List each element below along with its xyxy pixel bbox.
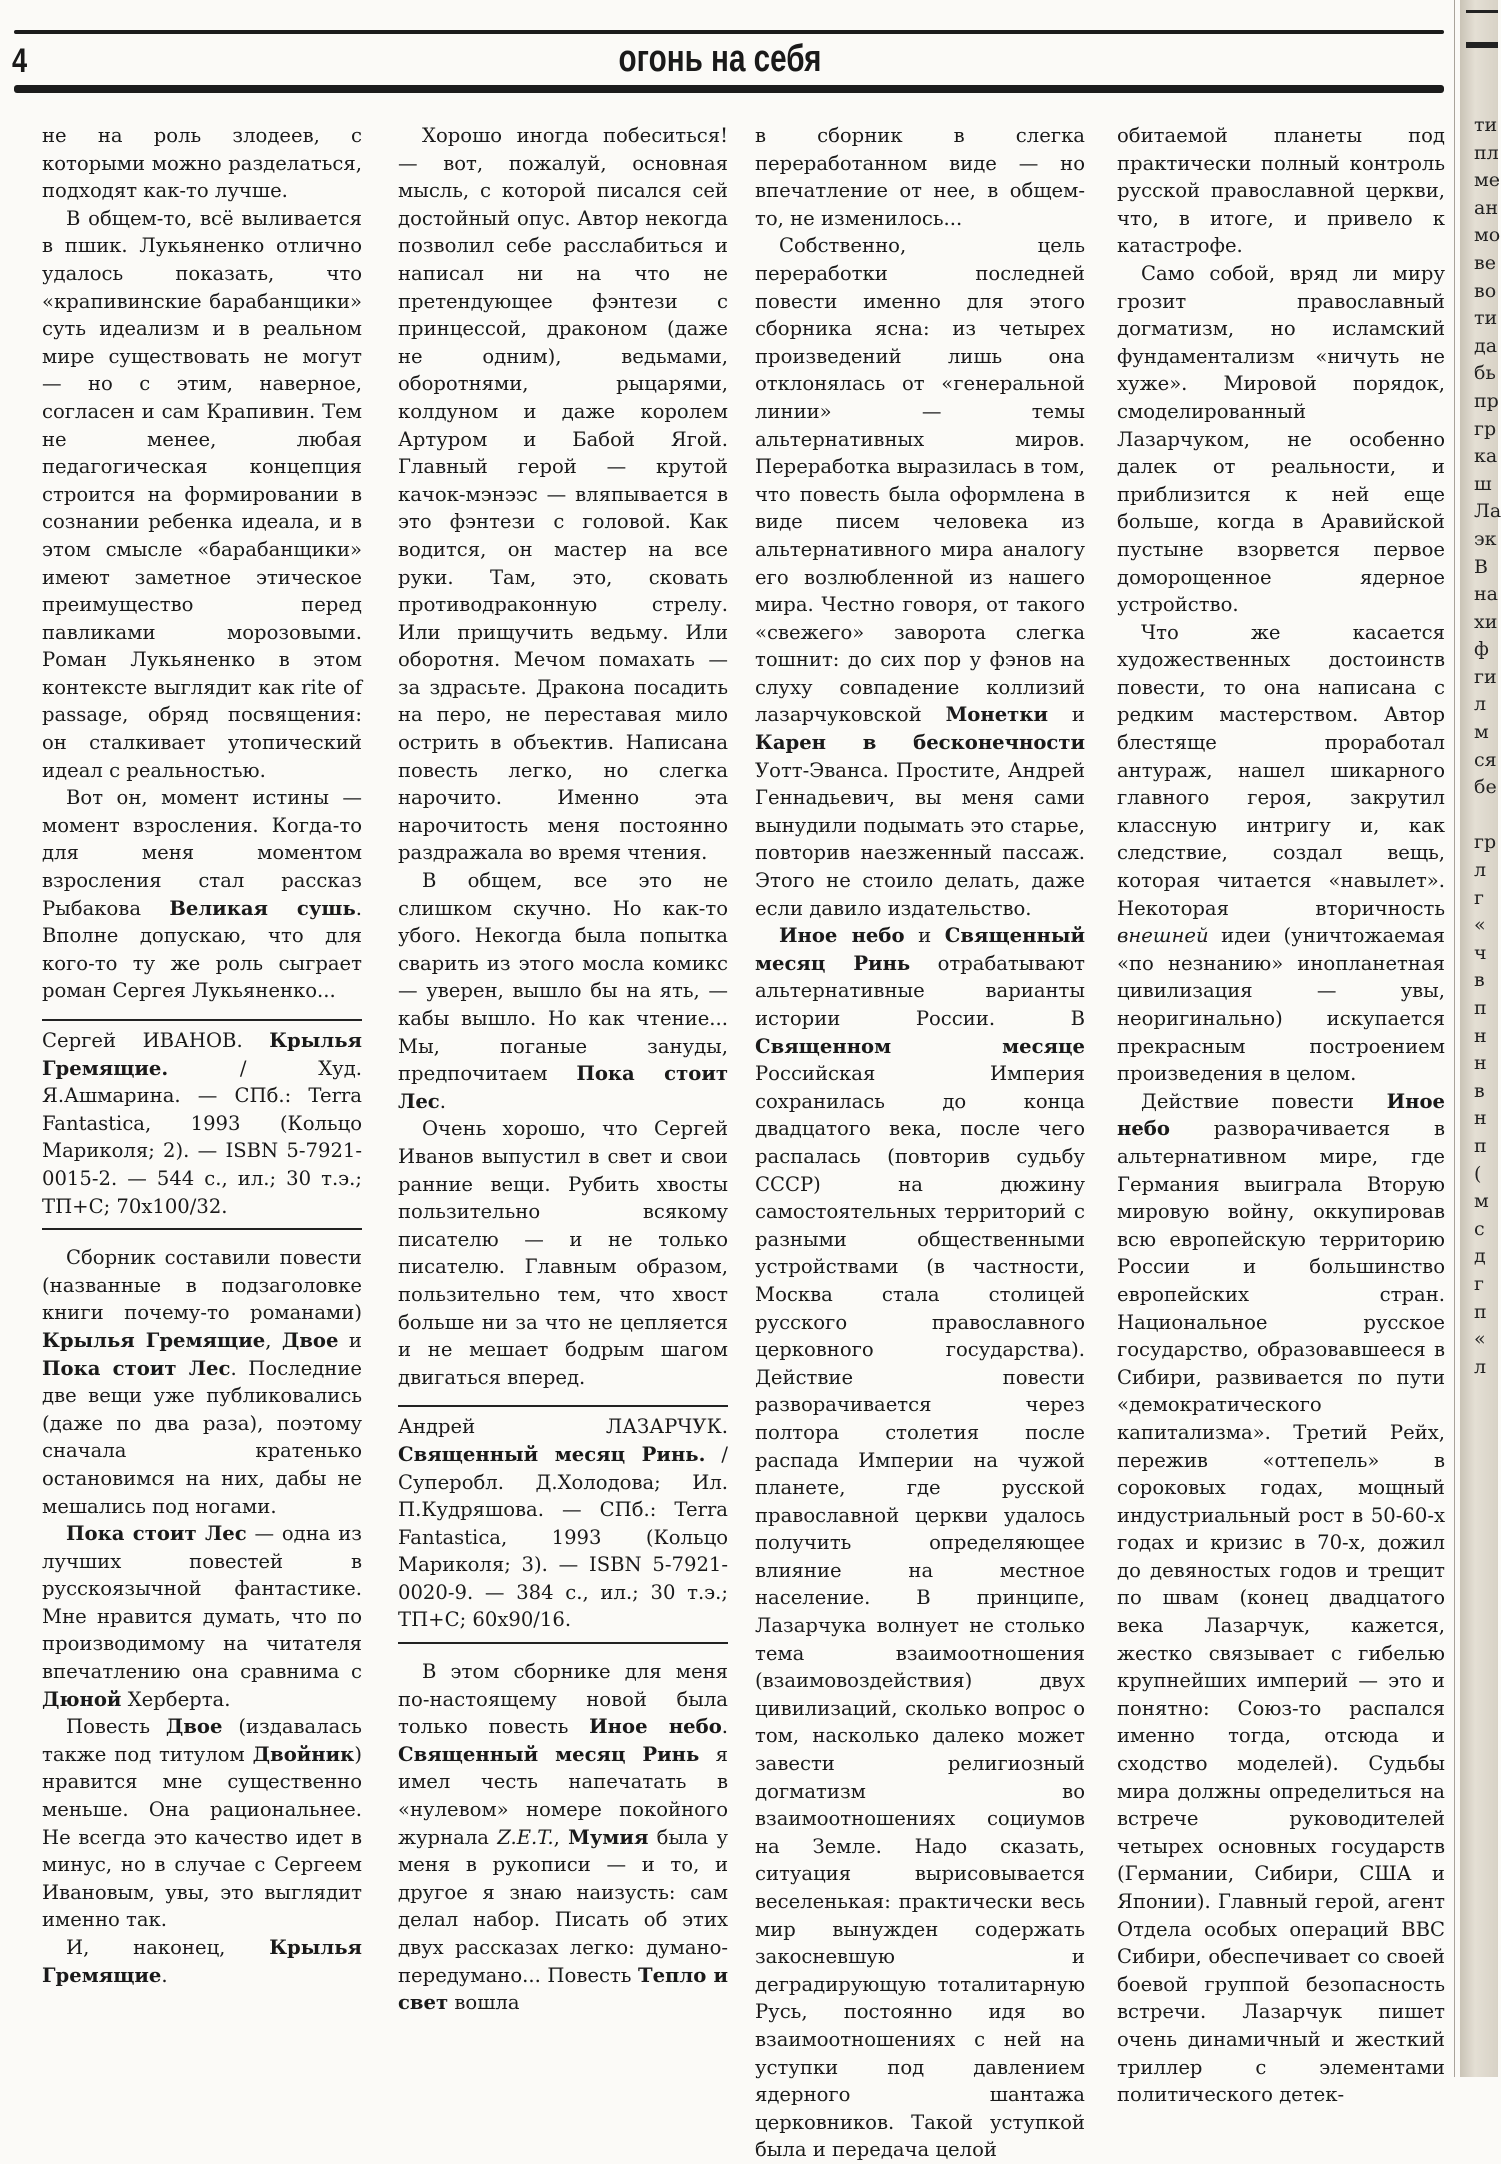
header-rule-top bbox=[14, 30, 1444, 34]
paragraph bbox=[398, 1658, 728, 2017]
paragraph bbox=[42, 1520, 362, 1713]
page-number: 4 bbox=[12, 42, 27, 80]
text: Повесть bbox=[66, 1715, 166, 1739]
book-title: Иное небо bbox=[589, 1715, 722, 1739]
text: была у меня в рукописи — и то, и другое я знаю наизусть: сам делал набор. Писать об этих двух рассказах легко: думано-передумано... Повесть bbox=[398, 1825, 728, 1987]
book-title: Крылья Гремящие. bbox=[42, 1029, 362, 1080]
book-title: Двое bbox=[281, 1328, 339, 1352]
bibliographic-entry bbox=[42, 1019, 362, 1230]
paragraph bbox=[42, 1244, 362, 1520]
text: (издавалась также под титулом bbox=[42, 1715, 362, 1766]
text: Вот он, момент истины — момент взросления. Когда-то для меня моментом взросления стал рассказ Рыбакова bbox=[42, 786, 362, 920]
paragraph bbox=[42, 1713, 362, 1934]
journal-title: Z.E.T. bbox=[497, 1825, 554, 1849]
column-2 bbox=[398, 122, 728, 2017]
paragraph: Само собой, вряд ли миру грозит православный догматизм, но исламский фундаментализм «ничуть не хуже». Мировой порядок, смоделированный Лазарчуком, не особенно далек от реальности, и приблизится к ней еще больше, когда в Аравийской пустыне взорвется первое доморощенное ядерное устройство. bbox=[1117, 261, 1445, 617]
text: идеи (уничтожаемая «по незнанию» инопланетная цивилизация — увы, неоригинально) искупается прекрасным построением произведения в целом. bbox=[1117, 924, 1445, 1086]
text: Сборник составили повести (названные в подзаголовке книги почему-то романами) bbox=[42, 1246, 362, 1325]
book-title: Тепло и свет bbox=[398, 1963, 728, 2015]
book-title: Священном месяце bbox=[755, 1034, 1085, 1058]
text: и bbox=[1048, 703, 1085, 727]
text: Действие повести bbox=[1141, 1089, 1387, 1113]
next-page-rule-bottom bbox=[1466, 42, 1498, 48]
text: , bbox=[265, 1328, 282, 1352]
section-title: огонь на себя bbox=[618, 38, 822, 80]
header-rule-bottom bbox=[14, 85, 1444, 93]
text: . Вполне допускаю, что для кого-то ту же роль сыграет роман Сергея Лукьяненко... bbox=[42, 896, 362, 1003]
text: и bbox=[904, 924, 945, 948]
text: ) нравится мне существенно меньше. Она рациональнее. Не всегда это качество идет в минус, но в случае с Сергеем Ивановым, увы, это выглядит именно так. bbox=[42, 1742, 362, 1932]
column-3 bbox=[755, 122, 1085, 2164]
text: я имел честь напечатать в «нулевом» номере покойного журнала bbox=[398, 1742, 728, 1849]
book-details: / Худ. Я.Ашмарина. — СПб.: Terra Fantastica, 1993 (Кольцо Мариколя; 2). — ISBN 5-7921-0015-2. — 544 с., ил.; 30 т.э.; ТП+С; 70x100/32. bbox=[42, 1056, 362, 1218]
next-page-rule-top bbox=[1466, 10, 1498, 13]
book-title: Дюной bbox=[42, 1687, 122, 1711]
book-title: Священный месяц Ринь bbox=[755, 924, 1085, 975]
paragraph bbox=[398, 867, 728, 1115]
paragraph: В общем-то, всё выливается в пшик. Лукьяненко отлично удалось показать, что «крапивинские барабанщики» суть идеализм и в реальном мире существовать не могут — но с этим, наверное, согласен и сам Крапивин. Тем не менее, любая педагогическая концепция строится на формировании в сознании ребенка идеала, и в этом смысле «барабанщики» имеют заметное этическое преимущество перед павликами морозовыми. Роман Лукьяненко в этом контексте выглядит как rite of passage, обряд посвящения: он сталкивает утопический идеал с реальностью. bbox=[42, 206, 362, 782]
book-title: Священный месяц Ринь. bbox=[398, 1442, 706, 1466]
page-fold bbox=[1454, 0, 1455, 2077]
book-title: Священный месяц Ринь bbox=[398, 1742, 700, 1766]
book-title: Двое bbox=[165, 1715, 223, 1739]
paragraph bbox=[42, 1934, 362, 1989]
text: — одна из лучших повестей в русскоязычной фантастике. Мне нравится думать, что по производимому на читателя впечатлению она сравнима с bbox=[42, 1522, 362, 1684]
text: и bbox=[338, 1328, 362, 1352]
text: , bbox=[553, 1825, 569, 1849]
book-title: Двойник bbox=[252, 1742, 355, 1766]
paragraph bbox=[1117, 1088, 1445, 2109]
book-title: Иное небо bbox=[1117, 1089, 1445, 1141]
paragraph: обитаемой планеты под практически полный контроль русской православной церкви, что, в итоге, и привело к катастрофе. bbox=[1117, 124, 1445, 258]
text: Херберта. bbox=[121, 1687, 231, 1711]
book-title: Крылья Гремящие bbox=[42, 1328, 266, 1352]
paragraph bbox=[755, 232, 1085, 922]
column-4 bbox=[1117, 122, 1445, 2109]
book-title: Мумия bbox=[568, 1825, 649, 1849]
paragraph: Очень хорошо, что Сергей Иванов выпустил в свет и свои ранние вещи. Рубить хвосты пользительно всякому писателю — и не только писателю. Главным образом, пользительно тем, что хвост больше ни за что не цепляется и не мешает бодрым шагом двигаться вперед. bbox=[398, 1117, 728, 1389]
book-title: Пока стоит Лес bbox=[398, 1062, 728, 1113]
paragraph bbox=[1117, 619, 1445, 1088]
book-author: Андрей ЛАЗАРЧУК. bbox=[398, 1415, 728, 1439]
text: разворачивается в альтернативном мире, где Германия выиграла Вторую мировую войну, оккупировав всю европейскую территорию России и большинство европейских стран. Национальное русское государство, образовавшееся в Сибири, развивается по пути «демократического капитализма». Третий Рейх, пережив «оттепель» в сороковых годах, мощный индустриальный рост в 50-60-х годах и кризис в 70-х, дожил до девяностых годов и трещит по швам (конец двадцатого века Лазарчук, кажется, жестко связывает с гибелью крупнейших империй — это и понятно: Союз-то распался именно тогда, отсюда и сходство моделей). Судьбы мира должны определиться на встрече руководителей четырех основных государств (Германии, Сибири, США и Японии). Главный герой, агент Отдела особых операций ВВС Сибири, обеспечивает со своей боевой группой безопасность встречи. Лазарчук пишет очень динамичный и жесткий триллер с элементами политического детек- bbox=[1117, 1117, 1445, 2107]
book-author: Сергей ИВАНОВ. bbox=[42, 1029, 270, 1052]
text: В этом сборнике для меня по-настоящему новой была только повесть bbox=[398, 1660, 728, 1739]
book-title: Иное небо bbox=[779, 924, 905, 948]
text: . bbox=[161, 1963, 168, 1987]
paragraph: не на роль злодеев, с которыми можно разделаться, подходят как-то лучше. bbox=[42, 124, 362, 203]
next-page-text-fragment: ти пл ме ан мо ве во ти да бь пр гр ка ш Ла эк В на хи ф ги л м ся бе гр л г « ч в п н н в н п ( м с д г п « л bbox=[1474, 114, 1501, 1378]
paragraph: в сборник в слегка переработанном виде — но впечатление от нее, в общем-то, не изменилось... bbox=[755, 124, 1085, 230]
text: В общем, все это не слишком скучно. Но как-то убого. Некогда была попытка сварить из этого мосла комикс — уверен, вышло бы на ять, — кабы вышло. Но как чтение... Мы, поганые зануды, предпочитаем bbox=[398, 869, 728, 1086]
paragraph bbox=[755, 922, 1085, 2164]
text: . Последние две вещи уже публиковались (даже по два раза), поэтому сначала кратенько остановимся на них, дабы не мешались под ногами. bbox=[42, 1356, 362, 1518]
book-title: Пока стоит Лес bbox=[66, 1522, 247, 1546]
book-title: Пока стоит Лес bbox=[42, 1356, 231, 1380]
emphasis: внешней bbox=[1117, 924, 1209, 948]
text: Российская Империя сохранилась до конца двадцатого века, после чего распалась (повторив судьбу СССР) на дюжину самостоятельных территорий с разными общественными устройствами (в частности, Москва стала столицей русского православного церковного государства). Действие повести разворачивается через полтора столетия после распада Империи на чужой планете, где русской православной церкви удалось получить определяющее влияние на местное население. В принципе, Лазарчука волнует не столько тема взаимоотношения (взаимовоздействия) двух цивилизаций, сколько вопрос о том, насколько далеко может завести религиозный догматизм во взаимоотношениях социумов на Земле. Надо сказать, ситуация вырисовывается веселенькая: практически весь мир вынужден содержать закосневшую и деградирующую тоталитарную Русь, постоянно идя во взаимоотношениях с ней на уступки под давлением ядерного шантажа церковников. Такой уступкой была и передача целой bbox=[755, 1062, 1085, 2162]
book-details: / Суперобл. Д.Холодова; Ил. П.Кудряшова. — СПб.: Terra Fantastica, 1993 (Кольцо Мариколя; 3). — ISBN 5-7921-0020-9. — 384 с., ил.; 30 т.э.; ТП+С; 60x90/16. bbox=[398, 1442, 728, 1632]
book-title: Крылья Гремящие bbox=[42, 1936, 362, 1987]
text: Уотт-Эванса. Простите, Андрей Геннадьевич, вы меня сами вынудили подымать это старье, повторив наезженный пассаж. Этого не стоило делать, даже если давило издательство. bbox=[755, 758, 1085, 920]
book-title: Карен в бесконечности bbox=[755, 731, 1085, 755]
bibliographic-entry bbox=[398, 1405, 728, 1644]
text: . bbox=[439, 1089, 446, 1113]
paragraph: Хорошо иногда побеситься! — вот, пожалуй, основная мысль, с которой писался сей достойный опус. Автор некогда позволил себе расслабиться и написал ни на что не претендующее фэнтези с принцессой, драконом (даже не одним), ведьмами, оборотнями, рыцарями, колдуном и даже королем Артуром и Бабой Ягой. Главный герой — крутой качок-мэнээс — вляпывается в это фэнтези с головой. Как водится, он мастер на все руки. Там, это, сковать противодраконную стрелу. Или прищучить ведьму. Или оборотня. Мечом помахать — за здрасьте. Дракона посадить на перо, не переставая мило острить в объектив. Написана повесть легко, но слегка нарочито. Именно эта нарочитость меня постоянно раздражала во время чтения. bbox=[398, 124, 728, 865]
paragraph bbox=[42, 784, 362, 1005]
text: . bbox=[721, 1715, 728, 1739]
book-title: Монетки bbox=[945, 703, 1048, 727]
book-title: Великая сушь bbox=[169, 896, 356, 920]
text: вошла bbox=[448, 1991, 520, 2015]
text: И, наконец, bbox=[66, 1936, 270, 1959]
text: Собственно, цель переработки последней повести именно для этого сборника ясна: из четырех произведений лишь она отклонялась от «генеральной линии» — темы альтернативных миров. Переработка выразилась в том, что повесть была оформлена в виде писем человека из альтернативного мира аналогу его возлюбленной из нашего мира. Честно говоря, от такого «свежего» заворота слегка тошнит: до сих пор у фэнов на слуху совпадение коллизий лазарчуковской bbox=[755, 234, 1085, 727]
text: Что же касается художественных достоинств повести, то она написана с редким мастерством. Автор блестяще проработал антураж, нашел шикарного главного героя, закрутил классную интригу и, как следствие, создал вещь, которая читается «навылет». Некоторая вторичность bbox=[1117, 620, 1445, 920]
column-1 bbox=[42, 122, 362, 1989]
text: отрабатывают альтернативные варианты истории России. В bbox=[755, 951, 1085, 1030]
